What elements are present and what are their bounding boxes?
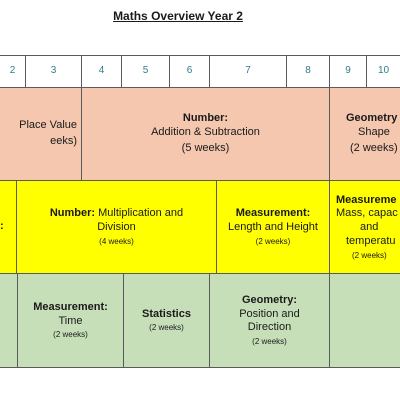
week-cell-5 [122, 55, 170, 88]
week-number: 8 [305, 65, 311, 77]
week-cell-7 [210, 55, 287, 88]
multiplication-division-block [17, 181, 217, 274]
week-number: 9 [345, 65, 351, 77]
block-duration: (2 weeks) [255, 236, 291, 246]
block-subject-3: temperatu [346, 234, 396, 247]
week-cell-4 [82, 55, 122, 88]
page-title: Maths Overview Year 2 [113, 9, 243, 23]
week-cell-2 [0, 55, 26, 88]
block-duration: (2 weeks) [53, 330, 88, 340]
block-subject: Shape [358, 126, 390, 139]
week-number: 4 [98, 65, 105, 77]
addition-subtraction-block [82, 88, 330, 181]
block-duration: eeks) [50, 135, 77, 147]
week-number: 6 [186, 65, 193, 77]
block-duration: (2 weeks) [252, 337, 287, 347]
statistics-block [124, 274, 210, 368]
block-subject: Position and Direction [239, 307, 300, 334]
block-heading: Statistics [142, 307, 191, 320]
block-heading: Measurement: [235, 207, 311, 220]
block-subject: Time [58, 314, 83, 327]
week-cell-10 [367, 55, 400, 88]
row2-left-fragment [0, 181, 17, 274]
length-height-block [217, 181, 330, 274]
row3-right-empty [330, 274, 400, 368]
week-number: 7 [245, 65, 251, 77]
geometry-shape-block [330, 88, 400, 181]
week-cell-9 [330, 55, 367, 88]
block-duration: (2 weeks) [149, 323, 184, 333]
block-heading: Measurement: [33, 300, 108, 313]
block-duration: (2 weeks) [350, 141, 398, 154]
block-subject-2: and [360, 221, 379, 233]
week-number: 5 [142, 65, 149, 77]
block-heading: : [0, 220, 4, 233]
week-cell-6 [170, 55, 210, 88]
block-heading: Number: [182, 112, 229, 125]
place-value-block [0, 88, 82, 181]
block-duration: (5 weeks) [181, 141, 230, 154]
week-number: 10 [377, 65, 390, 77]
week-cell-3 [26, 55, 82, 88]
week-number: 3 [50, 65, 57, 77]
position-direction-block [210, 274, 330, 368]
row3-left-fragment [0, 274, 18, 368]
block-subject: Addition & Subtraction [151, 126, 260, 139]
mass-capacity-block [330, 181, 400, 274]
week-cell-8 [287, 55, 330, 88]
block-heading: Measureme [336, 193, 397, 206]
block-duration: (2 weeks) [352, 250, 387, 260]
time-block [18, 274, 124, 368]
block-heading: Geometry [346, 112, 398, 125]
block-subject: Mass, capac [336, 207, 398, 220]
week-number: 2 [9, 65, 16, 77]
block-subject: Length and Height [228, 221, 318, 233]
block-subject: Multiplication and Division [97, 207, 184, 233]
block-duration: (4 weeks) [99, 236, 134, 246]
block-heading: Number: [49, 207, 96, 220]
block-subject: Place Value [19, 119, 77, 132]
block-heading: Geometry: [241, 293, 298, 306]
